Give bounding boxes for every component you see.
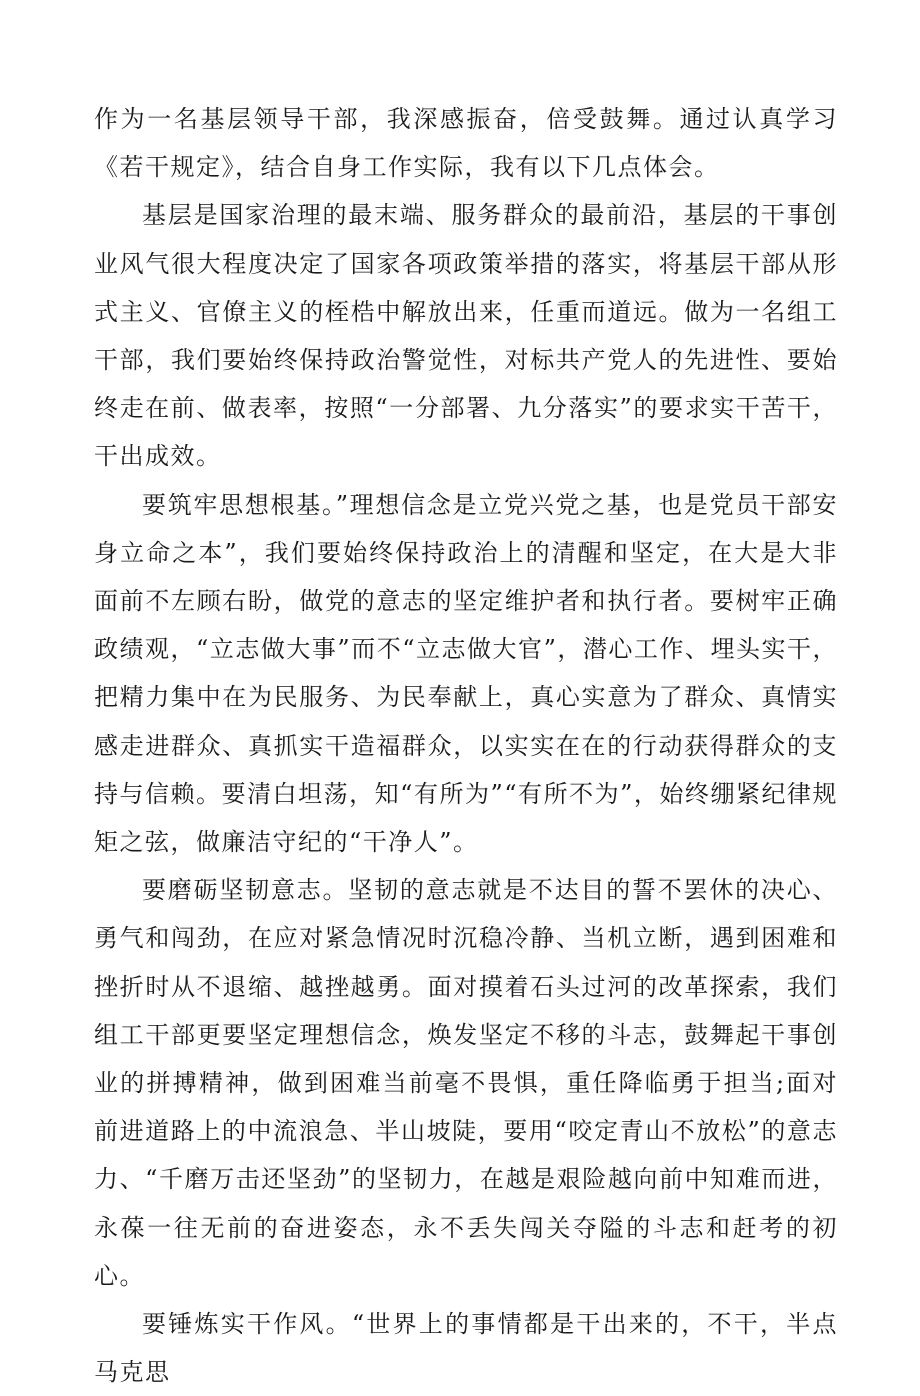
paragraph-tenacious-will: 要磨砺坚韧意志。坚韧的意志就是不达目的誓不罢休的决心、勇气和闯劲，在应对紧急情况时沉稳冷静、当机立断，遇到困难和挫折时从不退缩、越挫越勇。面对摸着石头过河的改革探索，我们组工干部更要坚定理想信念，焕发坚定不移的斗志，鼓舞起干事创业的拼搏精神，做到困难当前毫不畏惧，重任降临勇于担当;面对前进道路上的中流浪急、半山坡陡，要用“咬定青山不放松”的意志力、“千磨万击还坚劲”的坚韧力，在越是艰险越向前中知难而进，永葆一往无前的奋进姿态，永不丢失闯关夺隘的斗志和赶考的初心。 [94, 876, 838, 1290]
paragraph-intro-continued: 作为一名基层领导干部，我深感振奋，倍受鼓舞。通过认真学习《若干规定》，结合自身工作实际，我有以下几点体会。 [94, 105, 838, 182]
paragraph-practical-style: 要锤炼实干作风。“世界上的事情都是干出来的，不干，半点马克思 [94, 1310, 838, 1387]
document-body [94, 95, 838, 1396]
paragraph-grassroots: 基层是国家治理的最末端、服务群众的最前沿，基层的干事创业风气很大程度决定了国家各项政策举措的落实，将基层干部从形式主义、官僚主义的桎梏中解放出来，任重而道远。做为一名组工干部，我们要始终保持政治警觉性，对标共产党人的先进性、要始终走在前、做表率，按照“一分部署、九分落实”的要求实干苦干，干出成效。 [94, 201, 838, 471]
paragraph-ideological-foundation: 要筑牢思想根基。”理想信念是立党兴党之基，也是党员干部安身立命之本”，我们要始终保持政治上的清醒和坚定，在大是大非面前不左顾右盼，做党的意志的坚定维护者和执行者。要树牢正确政绩观，“立志做大事”而不“立志做大官”，潜心工作、埋头实干，把精力集中在为民服务、为民奉献上，真心实意为了群众、真情实感走进群众、真抓实干造福群众，以实实在在的行动获得群众的支持与信赖。要清白坦荡，知“有所为”“有所不为”，始终绷紧纪律规矩之弦，做廉洁守纪的“干净人”。 [94, 490, 838, 857]
